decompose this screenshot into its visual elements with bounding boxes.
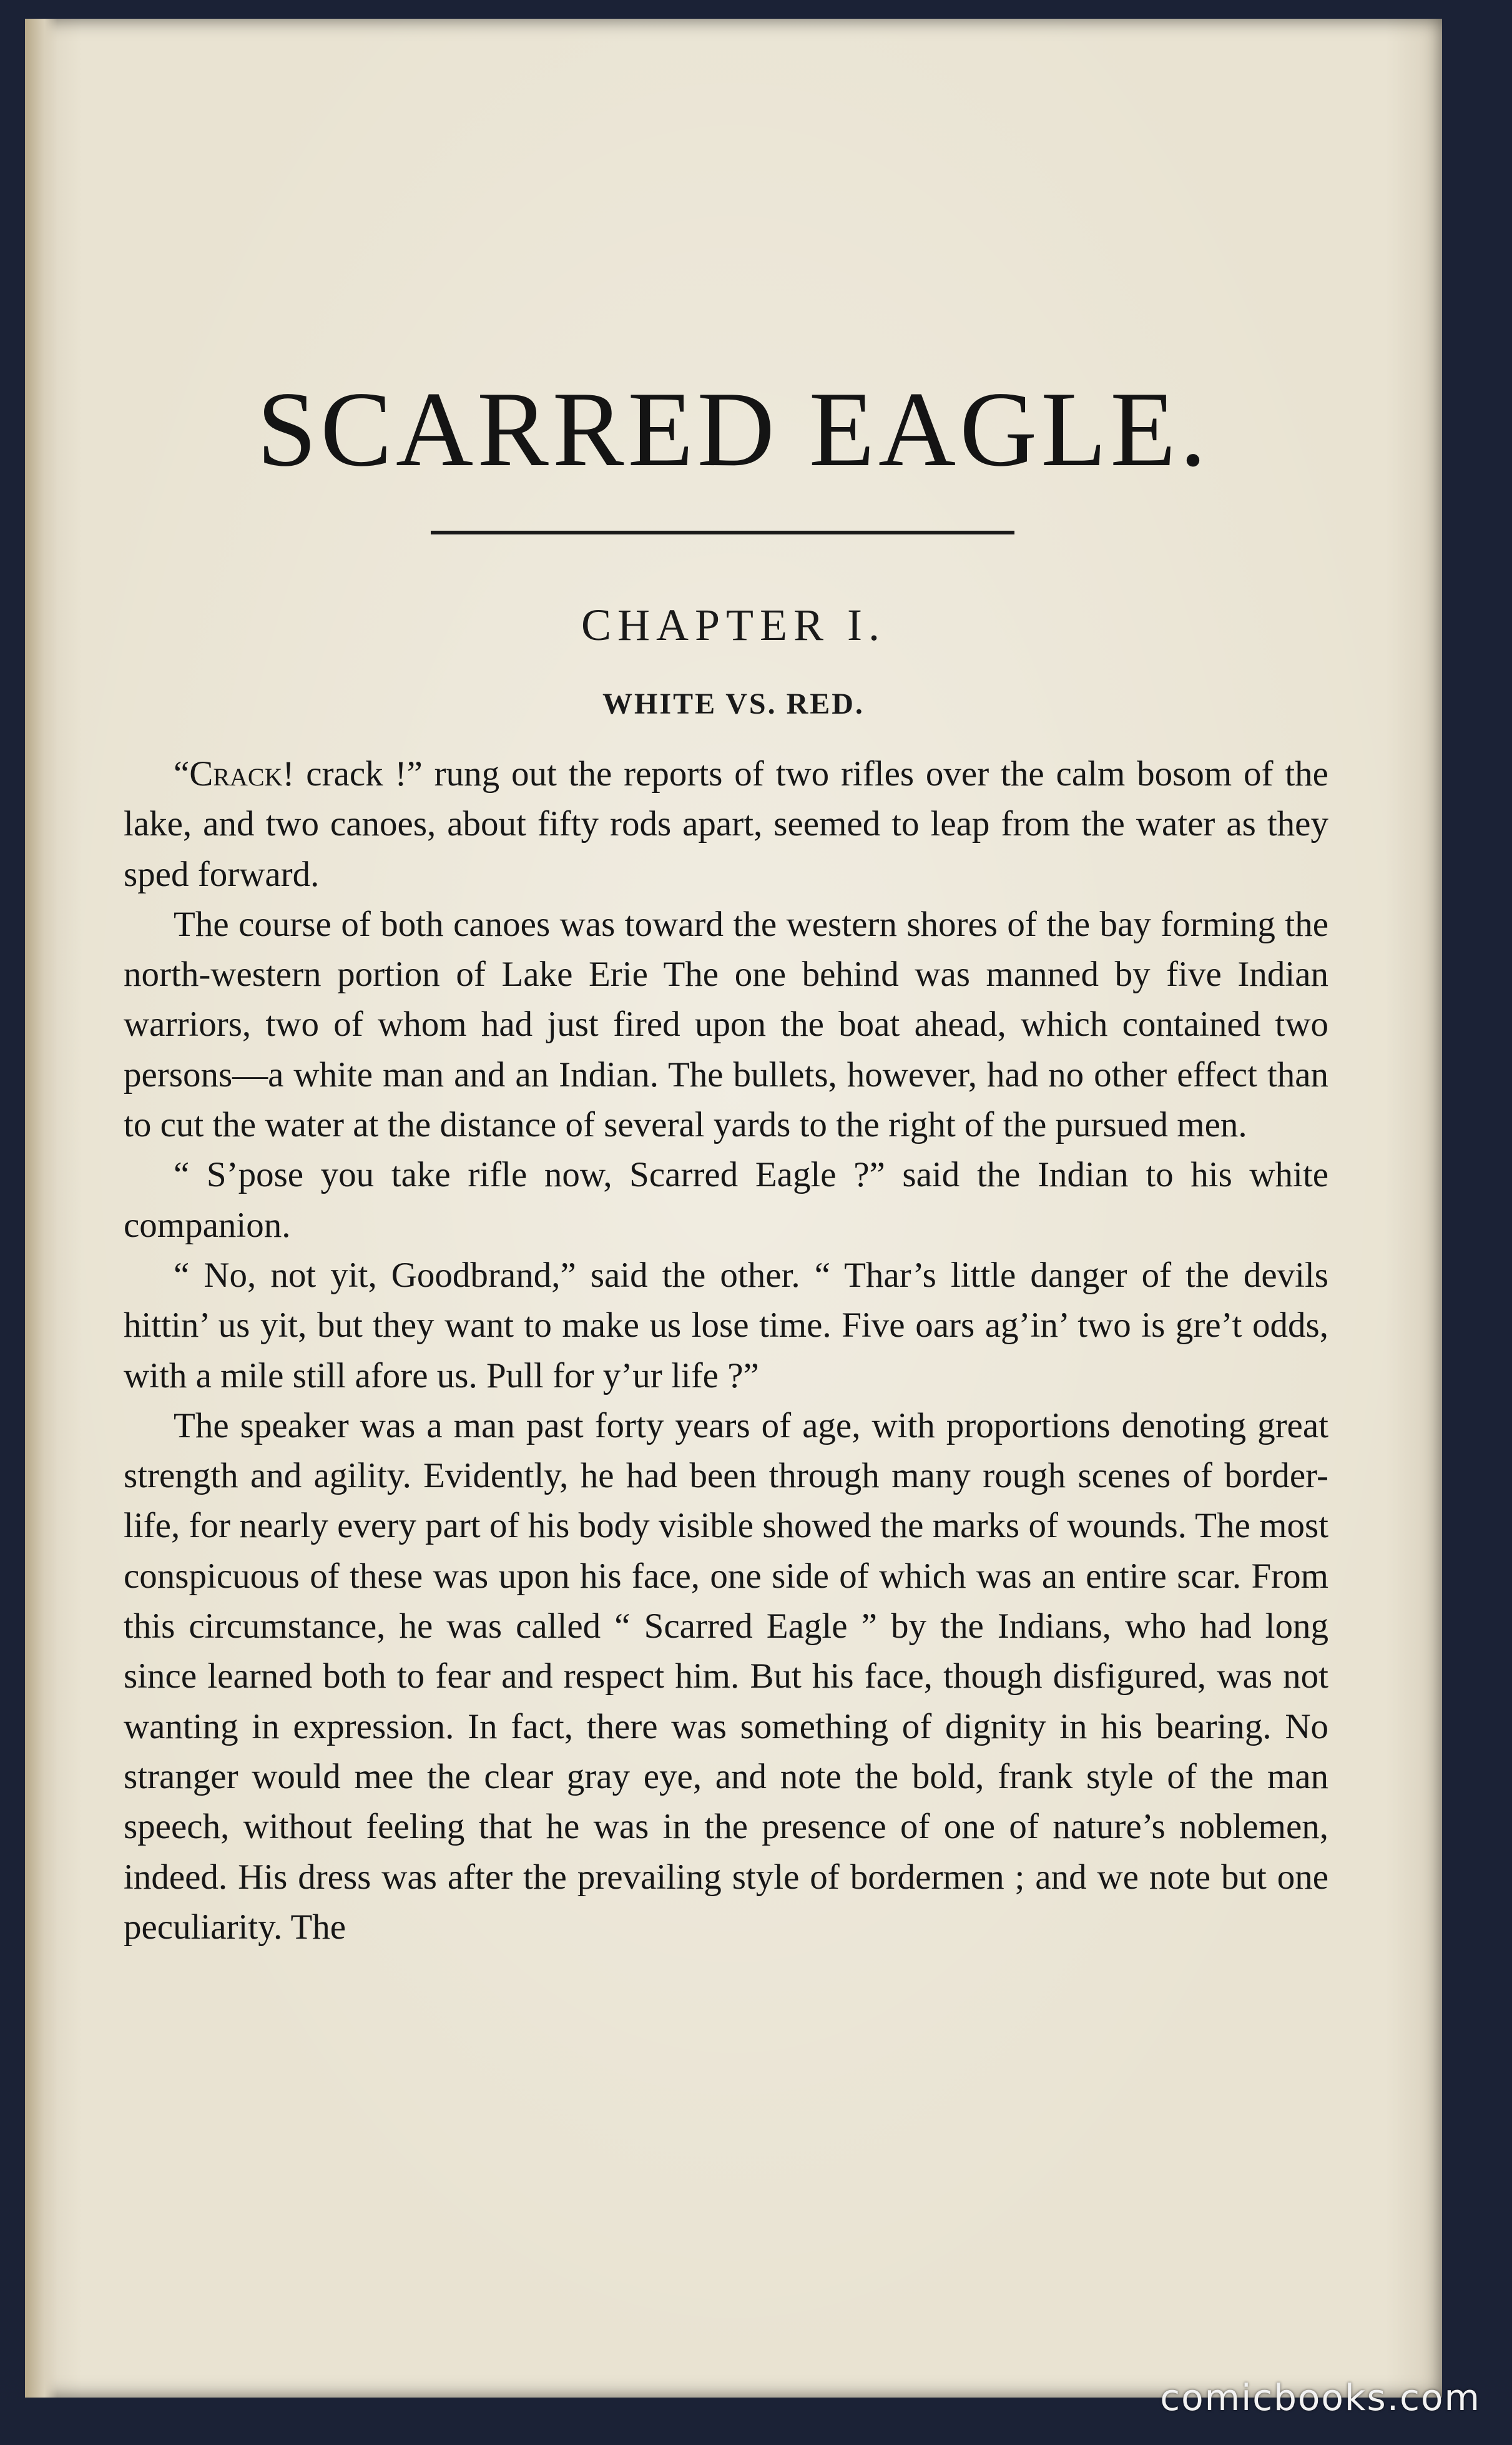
paragraph-2: The course of both canoes was toward the western shores of the bay forming the north-western portion of Lake Erie The one behind was manned by five Indian warriors, two of whom had just fired upon the boat ahead, which contained two persons—a white man and an Indian. The bullets, however, had no other effect than to cut the water at the distance of several yards to the right of the pursued men. — [124, 904, 1328, 1145]
book-title: SCARRED EAGLE. — [257, 370, 1210, 489]
chapter-heading: CHAPTER I. — [581, 600, 886, 650]
paragraph-opening-word: “Crack — [174, 754, 283, 794]
paragraph-3: “ S’pose you take rifle now, Scarred Eagle ?” said the Indian to his white companion. — [124, 1155, 1328, 1245]
chapter-subtitle: WHITE VS. RED. — [602, 687, 865, 721]
book-page — [25, 19, 1442, 2398]
watermark: comicbooks.com — [1160, 2376, 1481, 2419]
paragraph-4: “ No, not yit, Goodbrand,” said the other. “ Thar’s little danger of the devils hittin’ us yit, but they want to make us lose time. Five oars ag’in’ two is gre’t odds, with a mile still afore us. Pull for y’ur life ?” — [124, 1255, 1328, 1395]
chapter-body — [124, 749, 1328, 1952]
paragraph-1 — [124, 749, 1328, 900]
paragraph-5: The speaker was a man past forty years of age, with proportions denoting great strength and agility. Evidently, he had been through many rough scenes of border-life, for nearly every part of his body visible showed the marks of wounds. The most conspicuous of these was upon his face, one side of which was an entire scar. From this circumstance, he was called “ Scarred Eagle ” by the Indians, who had long since learned both to fear and respect him. But his face, though disfigured, was not wanting in expression. In fact, there was something of dignity in his bearing. No stranger would mee the clear gray eye, and note the bold, frank style of the man speech, without feeling that he was in the presence of one of nature’s noblemen, indeed. His dress was after the prevailing style of bordermen ; and we note but one peculiarity. The — [124, 1405, 1328, 1947]
paragraph-text: ! crack !” rung out the reports of two rifles over the calm bosom of the lake, and two canoes, about fifty rods apart, seemed to leap from the water as they sped forward. — [124, 754, 1328, 894]
title-rule — [431, 531, 1014, 534]
